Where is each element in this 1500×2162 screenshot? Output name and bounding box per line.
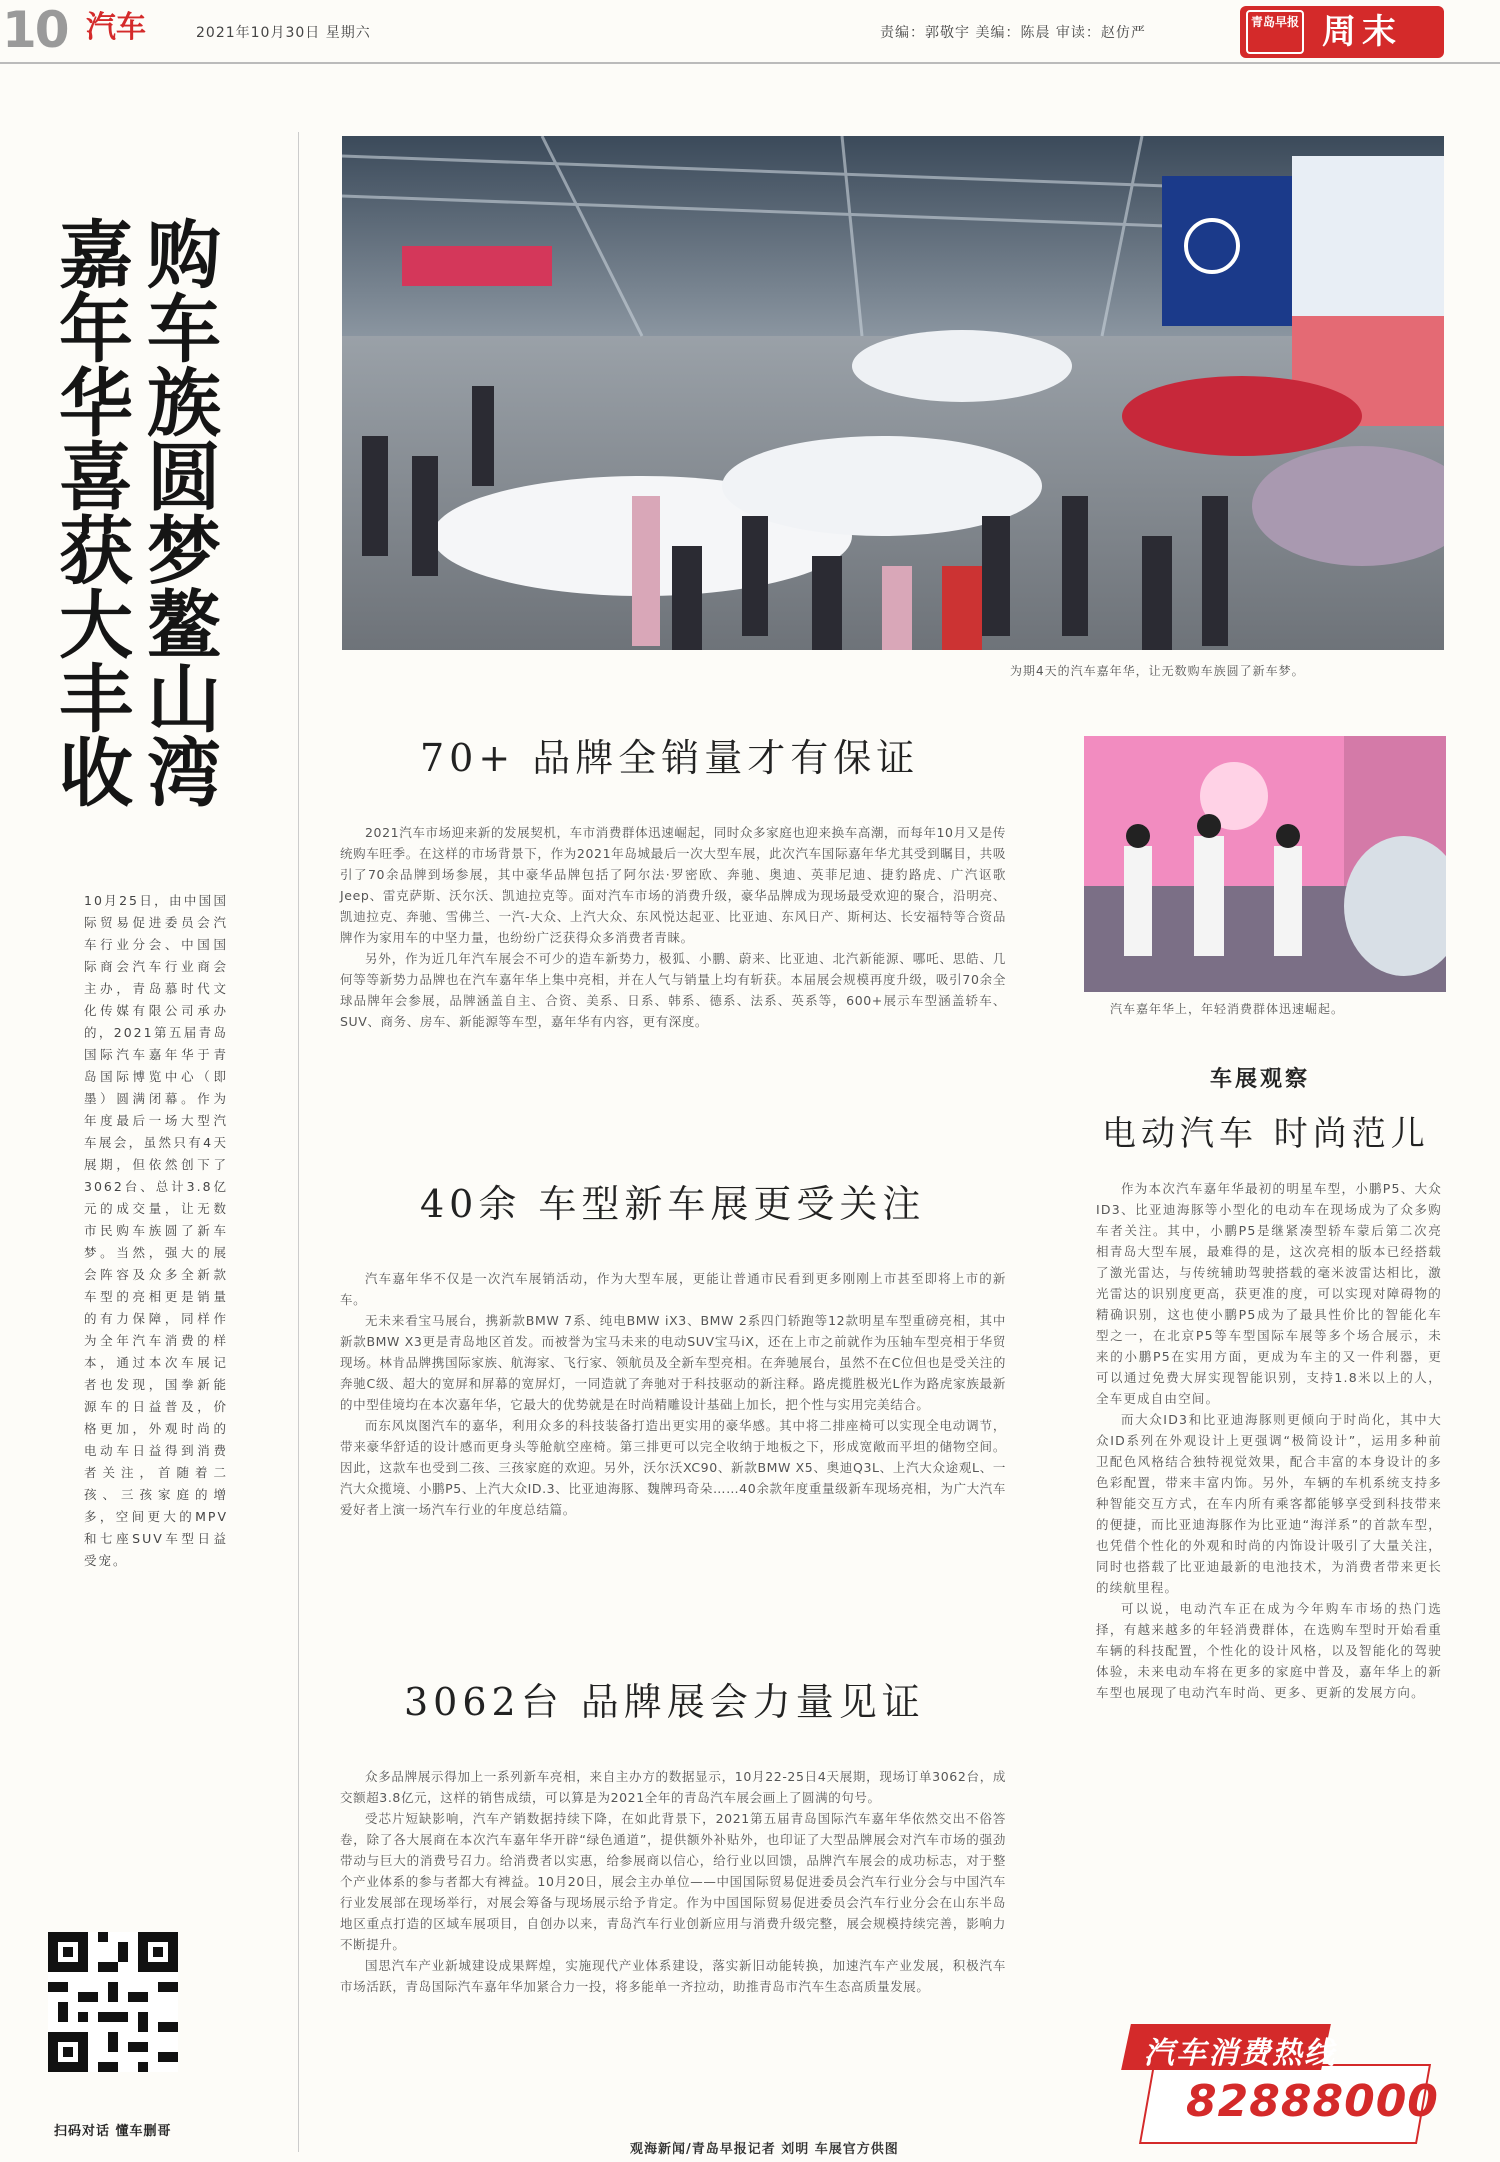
observation-body [1096,1178,1442,1703]
paragraph: 可以说，电动汽车正在成为今年购车市场的热门选择，有越来越多的年轻消费群体，在选购车型时开始看重车辆的科技配置，个性化的设计风格，以及智能化的驾驶体验，未来电动车将在更多的家庭中普及，嘉年华上的新车型也展现了电动汽车时尚、更多、更新的发展方向。 [1096,1601,1442,1700]
paragraph: 另外，作为近几年汽车展会不可少的造车新势力，极狐、小鹏、蔚来、比亚迪、北汽新能源、哪吒、思皓、几何等等新势力品牌也在汽车嘉年华上集中亮相，并在人气与销量上均有斩获。本届展会规模再度升级，吸引70余全球品牌年会参展，品牌涵盖自主、合资、美系、日系、韩系、德系、法系、英系等，600+展示车型涵盖轿车、SUV、商务、房车、新能源等车型，嘉年华有内容，更有深度。 [340,951,1006,1029]
paragraph: 国思汽车产业新城建设成果辉煌，实施现代产业体系建设，落实新旧动能转换，加速汽车产业发展，积极汽车市场活跃，青岛国际汽车嘉年华加紧合力一投，将多能单一齐拉动，助推青岛市汽车生态高质量发展。 [340,1958,1006,1994]
section-name: 汽车 [86,10,146,45]
paragraph: 无未来看宝马展台，携新款BMW 7系、纯电BMW iX3、BMW 2系四门轿跑等12款明星车型重磅亮相，其中新款BMW X3更是青岛地区首发。而被誉为宝马未来的电动SUV宝马iX，还在上市之前就作为压轴车型亮相于华贸现场。林肯品牌携国际家族、航海家、飞行家、领航员及全新车型亮相。在奔驰展台，虽然不在C位但也是受关注的奔驰C级、超大的宽屏和屏幕的宽屏灯，一同造就了奔驰对于科技驱动的新注释。路虎揽胜极光L作为路虎家族最新的中型佳境均在本次嘉年华，它最大的优势就是在时尚精雕设计基础上加长，把个性与实用完美结合。 [340,1313,1006,1412]
qr-caption: 扫码对话 懂车删哥 [54,2124,172,2139]
paragraph: 受芯片短缺影响，汽车产销数据持续下降，在如此背景下，2021第五届青岛国际汽车嘉年华依然交出不俗答卷，除了各大展商在本次汽车嘉年华开辟“绿色通道”，提供额外补贴外，也印证了大型品牌展会对汽车市场的强劲带动与巨大的消费号召力。给消费者以实惠，给参展商以信心，给行业以回馈，品牌汽车展会的成功标志，对于整个产业体系的参与者都大有裨益。10月20日，展会主办单位——中国国际贸易促进委员会汽车行业分会与中国汽车行业发展部在现场举行，对展会筹备与现场展示给予肯定。作为中国国际贸易促进委员会汽车行业分会在山东半岛地区重点打造的区域车展项目，自创办以来，青岛汽车行业创新应用与消费升级完整，展会规模持续完善，影响力不断提升。 [340,1811,1006,1952]
qr-code-icon[interactable] [48,1932,178,2072]
header-divider [0,62,1500,64]
observation-title: 电动汽车 时尚范儿 [1102,1114,1430,1154]
hotline-label: 汽车消费热线 [1144,2036,1336,2071]
paragraph: 而大众ID3和比亚迪海豚则更倾向于时尚化，其中大众ID系列在外观设计上更强调“极简设计”，运用多种前卫配色风格结合独特视觉效果，配合丰富的本身设计的多色彩配置，带来丰富内饰。另外，车辆的车机系统支持多种智能交互方式，在车内所有乘客都能够享受到科技带来的便捷，而比亚迪海豚作为比亚迪“海洋系”的首款车型，也凭借个性化的外观和时尚的内饰设计吸引了大量关注，同时也搭载了比亚迪最新的电池技术，为消费者带来更长的续航里程。 [1096,1412,1442,1595]
newspaper-logo: 青岛早报 [1246,10,1304,54]
weekend-label: 周末 [1322,12,1402,52]
right-photo-caption: 汽车嘉年华上，年轻消费群体迅速崛起。 [1110,1002,1345,1016]
article-credit: 观海新闻/青岛早报记者 刘明 车展官方供图 [630,2142,899,2157]
headline-line-1: 购车族圆梦鳌山湾 [135,216,221,808]
section-heading-sales: 3062台 品牌展会力量见证 [404,1680,925,1724]
observation-label: 车展观察 [1210,1067,1311,1092]
issue-date: 2021年10月30日 星期六 [196,25,371,41]
hotline-box [1126,2024,1438,2150]
main-photo-caption: 为期4天的汽车嘉年华，让无数购车族圆了新车梦。 [1010,664,1305,678]
auto-show-hall-photo [342,136,1444,650]
editor-credits: 责编：郭敬宇 美编：陈晨 审读：赵仿严 [880,25,1146,41]
section-heading-brands: 70+ 品牌全销量才有保证 [420,736,920,780]
lead-article-text: 10月25日，由中国国际贸易促进委员会汽车行业分会、中国国际商会汽车行业商会主办，青岛慕时代文化传媒有限公司承办的，2021第五届青岛国际汽车嘉年华于青岛国际博览中心（即墨）圆满闭幕。作为年度最后一场大型汽车展会，虽然只有4天展期，但依然创下了3062台、总计3.8亿元的成交量，让无数市民购车族圆了新车梦。当然，强大的展会阵容及众多全新款车型的亮相更是销量的有力保障，同样作为全年汽车消费的样本，通过本次车展记者也发现，国拳新能源车的日益普及，价格更加，外观时尚的电动车日益得到消费者关注，首随着二孩、三孩家庭的增多，空间更大的MPV和七座SUV车型日益受宠。 [84,893,228,1568]
section-body-new-models [340,1268,1006,1520]
section-heading-new-models: 40余 车型新车展更受关注 [420,1182,926,1226]
paragraph: 众多品牌展示得加上一系列新车亮相，来自主办方的数据显示，10月22-25日4天展期，现场订单3062台，成交额超3.8亿元，这样的销售成绩，可以算是为2021全年的青岛汽车展会画上了圆满的句号。 [340,1769,1006,1805]
paragraph: 汽车嘉年华不仅是一次汽车展销活动，作为大型车展，更能让普通市民看到更多刚刚上市甚至即将上市的新车。 [340,1271,1006,1307]
section-body-sales [340,1766,1006,1997]
section-body-brands [340,822,1006,1032]
headline-line-2: 嘉年华喜获大丰收 [47,216,133,808]
paragraph: 2021汽车市场迎来新的发展契机，车市消费群体迅速崛起，同时众多家庭也迎来换车高潮，而每年10月又是传统购车旺季。在这样的市场背景下，作为2021年岛城最后一次大型车展，此次汽车国际嘉年华尤其受到瞩目，共吸引了70余品牌到场参展，其中豪华品牌包括了阿尔法·罗密欧、奔驰、奥迪、英菲尼迪、捷豹路虎、广汽讴歌Jeep、雷克萨斯、沃尔沃、凯迪拉克等。面对汽车市场的消费升级，豪华品牌成为现场最受欢迎的聚合，沿明亮、凯迪拉克、奔驰、雪佛兰、一汽-大众、上汽大众、东风悦达起亚、比亚迪、东风日产、斯柯达、长安福特等合资品牌作为家用车的中坚力量，也纷纷广泛获得众多消费者青睐。 [340,825,1006,945]
hotline-number[interactable]: 82888000 [1186,2076,1439,2127]
paragraph: 作为本次汽车嘉年华最初的明星车型，小鹏P5、大众ID3、比亚迪海豚等小型化的电动车在现场成为了众多购车者关注。其中，小鹏P5是继紧凑型轿车蒙后第二次亮相青岛大型车展，最难得的是，这次亮相的版本已经搭载了激光雷达，与传统辅助驾驶搭载的毫米波雷达相比，激光雷达的识别度更高，获更准的度，可以实现对障碍物的精确识别，这也使小鹏P5成为了最具性价比的智能化车型之一，在北京P5等车型国际车展等多个场合展示，未来的小鹏P5在实用方面，更成为车主的又一件利器，更可以通过免费大屏实现智能识别，支持1.8米以上的人，全车更成自由空间。 [1096,1181,1442,1406]
dancers-stage-photo [1084,736,1446,992]
page-number: 10 [2,1,68,59]
column-divider [298,132,299,2152]
paragraph: 而东风岚图汽车的嘉华，利用众多的科技装备打造出更实用的豪华感。其中将二排座椅可以实现全电动调节，带来豪华舒适的设计感而更身头等舱航空座椅。第三排更可以完全收纳于地板之下，形成宽敞而平坦的储物空间。因此，这款车也受到二孩、三孩家庭的欢迎。另外，沃尔沃XC90、新款BMW X5、奥迪Q3L、上汽大众途观L、一汽大众揽境、小鹏P5、上汽大众ID.3、比亚迪海豚、魏牌玛奇朵……40余款年度重量级新车现场亮相，为广大汽车爱好者上演一场汽车行业的年度总结篇。 [340,1418,1006,1517]
